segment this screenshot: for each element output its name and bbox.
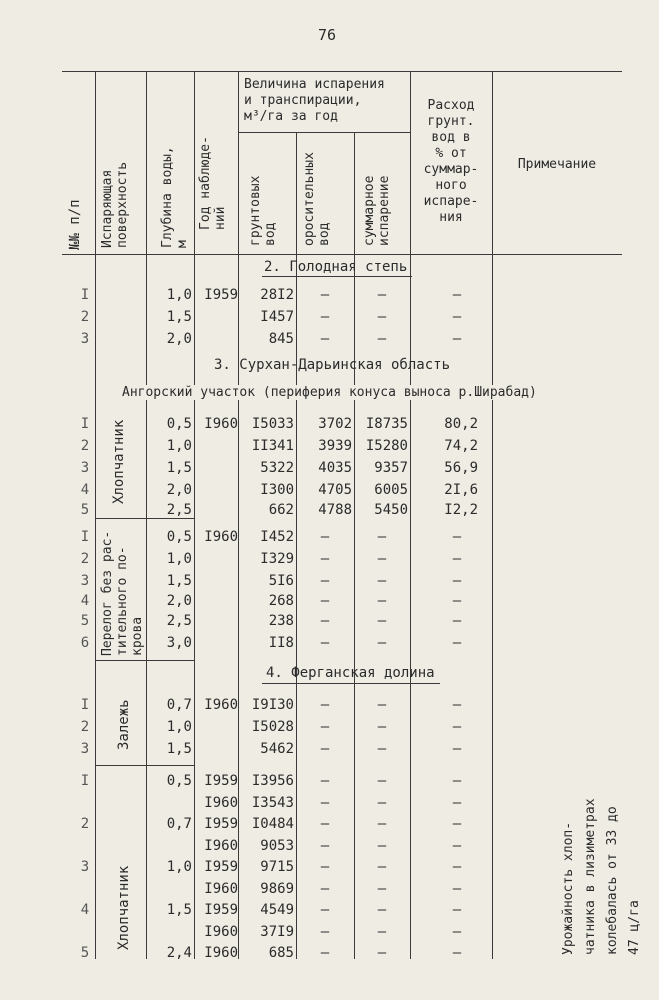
row-ground: 845	[268, 331, 294, 347]
row-number: 3	[80, 573, 90, 589]
row-irrig: –	[320, 719, 330, 735]
col-divider-2	[146, 71, 147, 959]
row-percent: I2,2	[444, 502, 478, 518]
row-percent: –	[452, 838, 462, 854]
header-percent-line-7: испаре-	[423, 194, 479, 209]
row-ground: 9869	[260, 881, 294, 897]
note-line-2: чатника в лизиметрах	[583, 798, 598, 955]
row-depth: 0,7	[166, 697, 192, 713]
row-ground: 5I6	[268, 573, 294, 589]
row-percent: –	[452, 573, 462, 589]
row-irrig: –	[320, 795, 330, 811]
col-divider-8	[492, 71, 493, 959]
row-number: 2	[80, 719, 90, 735]
row-ground: 238	[268, 613, 294, 629]
header-ground	[248, 176, 278, 246]
row-percent: 74,2	[444, 438, 478, 454]
row-percent: –	[452, 331, 462, 347]
row-number: 4	[80, 593, 90, 609]
header-irrig-line-1: оросительных	[302, 152, 317, 246]
header-surface	[100, 162, 130, 248]
row-total: –	[377, 697, 387, 713]
row-depth: 2,4	[166, 945, 192, 961]
row-total: 9357	[374, 460, 408, 476]
section-4-underline	[262, 683, 440, 684]
row-total: –	[377, 529, 387, 545]
row-irrig: –	[320, 773, 330, 789]
row-irrig: –	[320, 902, 330, 918]
row-ground: I457	[260, 309, 294, 325]
row-irrig: 4788	[318, 502, 352, 518]
row-total: 6005	[374, 482, 408, 498]
row-depth: 1,5	[166, 741, 192, 757]
group-label-fallow	[100, 531, 145, 656]
col-divider-3	[194, 71, 195, 959]
row-number: 5	[80, 613, 90, 629]
row-irrig: –	[320, 881, 330, 897]
row-total: –	[377, 881, 387, 897]
group-fallow-line-2: тительного по-	[115, 546, 130, 656]
row-depth: 1,0	[166, 719, 192, 735]
header-year-line-1: Год наблюде-	[198, 136, 213, 230]
page-number: 76	[318, 26, 337, 44]
row-total: –	[377, 593, 387, 609]
row-year: I960	[204, 416, 238, 432]
header-total-line-2: испарение	[377, 175, 392, 246]
row-ground: 9715	[260, 859, 294, 875]
header-evap-line-1: Величина испарения	[244, 77, 385, 92]
row-depth: 0,7	[166, 816, 192, 832]
row-total: –	[377, 613, 387, 629]
section-4-title: 4. Ферганская долина	[266, 665, 435, 681]
row-irrig: –	[320, 309, 330, 325]
header-year-line-2: ний	[213, 206, 228, 230]
row-ground: I5033	[251, 416, 294, 432]
group-rule-1	[95, 518, 194, 519]
row-total: –	[377, 331, 387, 347]
header-percent-line-3: вод в	[431, 130, 471, 145]
row-percent: –	[452, 741, 462, 757]
row-depth: 1,0	[166, 551, 192, 567]
row-year: I959	[204, 859, 238, 875]
group-label-zalezh: Залежь	[116, 699, 132, 750]
col-divider-1	[95, 71, 96, 959]
row-irrig: –	[320, 697, 330, 713]
row-ground: 4549	[260, 902, 294, 918]
group-label-cotton-1: Хлопчатник	[111, 419, 127, 504]
row-number: 2	[80, 816, 90, 832]
row-total: –	[377, 859, 387, 875]
row-ground: 9053	[260, 838, 294, 854]
row-total: I5280	[365, 438, 408, 454]
header-surface-line-1: Испаряющая	[100, 169, 115, 248]
note-text	[558, 798, 646, 955]
header-percent-line-4: % от	[435, 146, 467, 161]
header-irrig-line-2: вод	[317, 222, 332, 246]
row-percent: –	[452, 287, 462, 303]
row-ground: 5322	[260, 460, 294, 476]
row-percent: –	[452, 529, 462, 545]
header-evap-title	[244, 77, 385, 125]
group-label-cotton-2: Хлопчатник	[116, 865, 132, 950]
header-ground-line-2: вод	[263, 222, 278, 246]
section-3-subtitle: Ангорский участок (периферия конуса выноса р.Ширабад)	[122, 385, 537, 400]
row-percent: –	[452, 719, 462, 735]
row-irrig: –	[320, 529, 330, 545]
row-number: 4	[80, 482, 90, 498]
row-ground: II341	[251, 438, 294, 454]
header-ground-line-1: грунтовых	[248, 175, 263, 246]
row-year: I960	[204, 838, 238, 854]
row-total: –	[377, 551, 387, 567]
row-number: 3	[80, 741, 90, 757]
row-percent: –	[452, 945, 462, 961]
row-depth: 1,5	[166, 460, 192, 476]
row-irrig: 3939	[318, 438, 352, 454]
row-number: I	[80, 416, 90, 432]
row-irrig: 4705	[318, 482, 352, 498]
row-percent: –	[452, 859, 462, 875]
note-line-1: Урожайность хлоп-	[561, 821, 576, 955]
row-ground: 5462	[260, 741, 294, 757]
header-num: №№ п/п	[67, 199, 83, 250]
row-ground: 662	[268, 502, 294, 518]
evap-subrule	[238, 132, 410, 133]
note-line-4: 47 ц/га	[627, 900, 642, 955]
header-depth-line-1: Глубина воды,	[160, 146, 175, 248]
row-ground: I329	[260, 551, 294, 567]
group-rule-3	[95, 765, 194, 766]
row-depth: 1,0	[166, 859, 192, 875]
row-depth: 2,5	[166, 613, 192, 629]
row-percent: 56,9	[444, 460, 478, 476]
row-number: 3	[80, 331, 90, 347]
row-total: –	[377, 309, 387, 325]
header-note: Примечание	[517, 157, 597, 172]
row-number: 2	[80, 309, 90, 325]
row-year: I959	[204, 287, 238, 303]
row-irrig: –	[320, 593, 330, 609]
row-percent: –	[452, 902, 462, 918]
row-year: I960	[204, 924, 238, 940]
row-ground: I452	[260, 529, 294, 545]
header-percent	[412, 98, 490, 226]
row-irrig: –	[320, 613, 330, 629]
row-depth: 3,0	[166, 635, 192, 651]
header-evap-line-2: и транспирации,	[244, 93, 362, 108]
row-number: 6	[80, 635, 90, 651]
row-year: I959	[204, 773, 238, 789]
row-irrig: –	[320, 551, 330, 567]
row-irrig: –	[320, 573, 330, 589]
row-irrig: –	[320, 741, 330, 757]
row-depth: 1,5	[166, 902, 192, 918]
row-percent: –	[452, 816, 462, 832]
row-percent: –	[452, 773, 462, 789]
row-number: 2	[80, 551, 90, 567]
note-line-3: колебалась от 33 до	[605, 806, 620, 955]
header-irrig	[302, 152, 332, 246]
row-total: –	[377, 924, 387, 940]
col-divider-5	[296, 132, 297, 959]
row-total: I8735	[365, 416, 408, 432]
row-depth: 1,0	[166, 438, 192, 454]
row-depth: 1,0	[166, 287, 192, 303]
row-year: I959	[204, 816, 238, 832]
row-total: –	[377, 573, 387, 589]
row-year: I960	[204, 529, 238, 545]
header-evap-line-3: м³/га за год	[244, 109, 338, 124]
row-year: I960	[204, 881, 238, 897]
row-ground: 28I2	[260, 287, 294, 303]
row-number: I	[80, 697, 90, 713]
row-ground: I3956	[251, 773, 294, 789]
row-percent: –	[452, 697, 462, 713]
header-percent-line-8: ния	[439, 210, 463, 225]
row-ground: I3543	[251, 795, 294, 811]
row-percent: –	[452, 881, 462, 897]
row-number: I	[80, 773, 90, 789]
row-number: 5	[80, 945, 90, 961]
header-total-line-1: суммарное	[362, 175, 377, 246]
header-percent-line-6: ного	[435, 178, 467, 193]
col-divider-7	[410, 71, 411, 959]
row-percent: –	[452, 795, 462, 811]
header-total	[362, 176, 392, 246]
row-total: –	[377, 902, 387, 918]
row-irrig: –	[320, 287, 330, 303]
section-2-title: 2. Голодная степь	[264, 259, 408, 275]
row-depth: 2,0	[166, 593, 192, 609]
section-2-underline	[262, 276, 412, 277]
row-irrig: –	[320, 635, 330, 651]
section-3-title: 3. Сурхан-Дарьинская область	[214, 357, 451, 373]
row-percent: –	[452, 551, 462, 567]
row-depth: 0,5	[166, 773, 192, 789]
row-ground: 37I9	[260, 924, 294, 940]
row-year: I960	[204, 697, 238, 713]
row-depth: 1,5	[166, 309, 192, 325]
row-irrig: –	[320, 838, 330, 854]
header-depth-line-2: м	[175, 240, 190, 248]
header-percent-line-5: суммар-	[423, 162, 479, 177]
row-year: I960	[204, 945, 238, 961]
row-irrig: –	[320, 816, 330, 832]
row-ground: I300	[260, 482, 294, 498]
row-total: –	[377, 287, 387, 303]
row-total: –	[377, 838, 387, 854]
row-depth: 0,5	[166, 416, 192, 432]
row-irrig: –	[320, 945, 330, 961]
header-surface-line-2: поверхность	[115, 161, 130, 248]
row-percent: 2I,6	[444, 482, 478, 498]
row-total: –	[377, 773, 387, 789]
row-depth: 1,5	[166, 573, 192, 589]
row-total: 5450	[374, 502, 408, 518]
col-divider-6	[354, 132, 355, 959]
row-depth: 2,0	[166, 331, 192, 347]
row-ground: 268	[268, 593, 294, 609]
col-divider-4	[238, 71, 239, 959]
row-percent: –	[452, 309, 462, 325]
row-ground: I0484	[251, 816, 294, 832]
row-percent: 80,2	[444, 416, 478, 432]
row-total: –	[377, 741, 387, 757]
row-number: I	[80, 529, 90, 545]
row-number: 3	[80, 859, 90, 875]
row-percent: –	[452, 613, 462, 629]
row-depth: 2,0	[166, 482, 192, 498]
header-percent-line-1: Расход	[427, 98, 475, 113]
row-total: –	[377, 795, 387, 811]
row-percent: –	[452, 593, 462, 609]
row-number: 5	[80, 502, 90, 518]
row-year: I959	[204, 902, 238, 918]
row-ground: I9I30	[251, 697, 294, 713]
row-irrig: –	[320, 331, 330, 347]
group-rule-2	[95, 660, 194, 661]
row-depth: 0,5	[166, 529, 192, 545]
row-year: I960	[204, 795, 238, 811]
row-percent: –	[452, 924, 462, 940]
row-total: –	[377, 635, 387, 651]
row-percent: –	[452, 635, 462, 651]
group-fallow-line-3: крова	[130, 616, 145, 656]
row-ground: I5028	[251, 719, 294, 735]
header-depth	[160, 146, 190, 248]
row-irrig: –	[320, 859, 330, 875]
row-total: –	[377, 719, 387, 735]
row-depth: 2,5	[166, 502, 192, 518]
row-total: –	[377, 945, 387, 961]
row-total: –	[377, 816, 387, 832]
row-ground: II8	[268, 635, 294, 651]
row-irrig: –	[320, 924, 330, 940]
row-irrig: 3702	[318, 416, 352, 432]
row-number: 3	[80, 460, 90, 476]
row-number: 4	[80, 902, 90, 918]
group-fallow-line-1: Перелог без рас-	[100, 530, 115, 656]
header-year	[198, 136, 228, 230]
header-percent-line-2: грунт.	[427, 114, 475, 129]
row-irrig: 4035	[318, 460, 352, 476]
row-number: 2	[80, 438, 90, 454]
row-ground: 685	[268, 945, 294, 961]
row-number: I	[80, 287, 90, 303]
